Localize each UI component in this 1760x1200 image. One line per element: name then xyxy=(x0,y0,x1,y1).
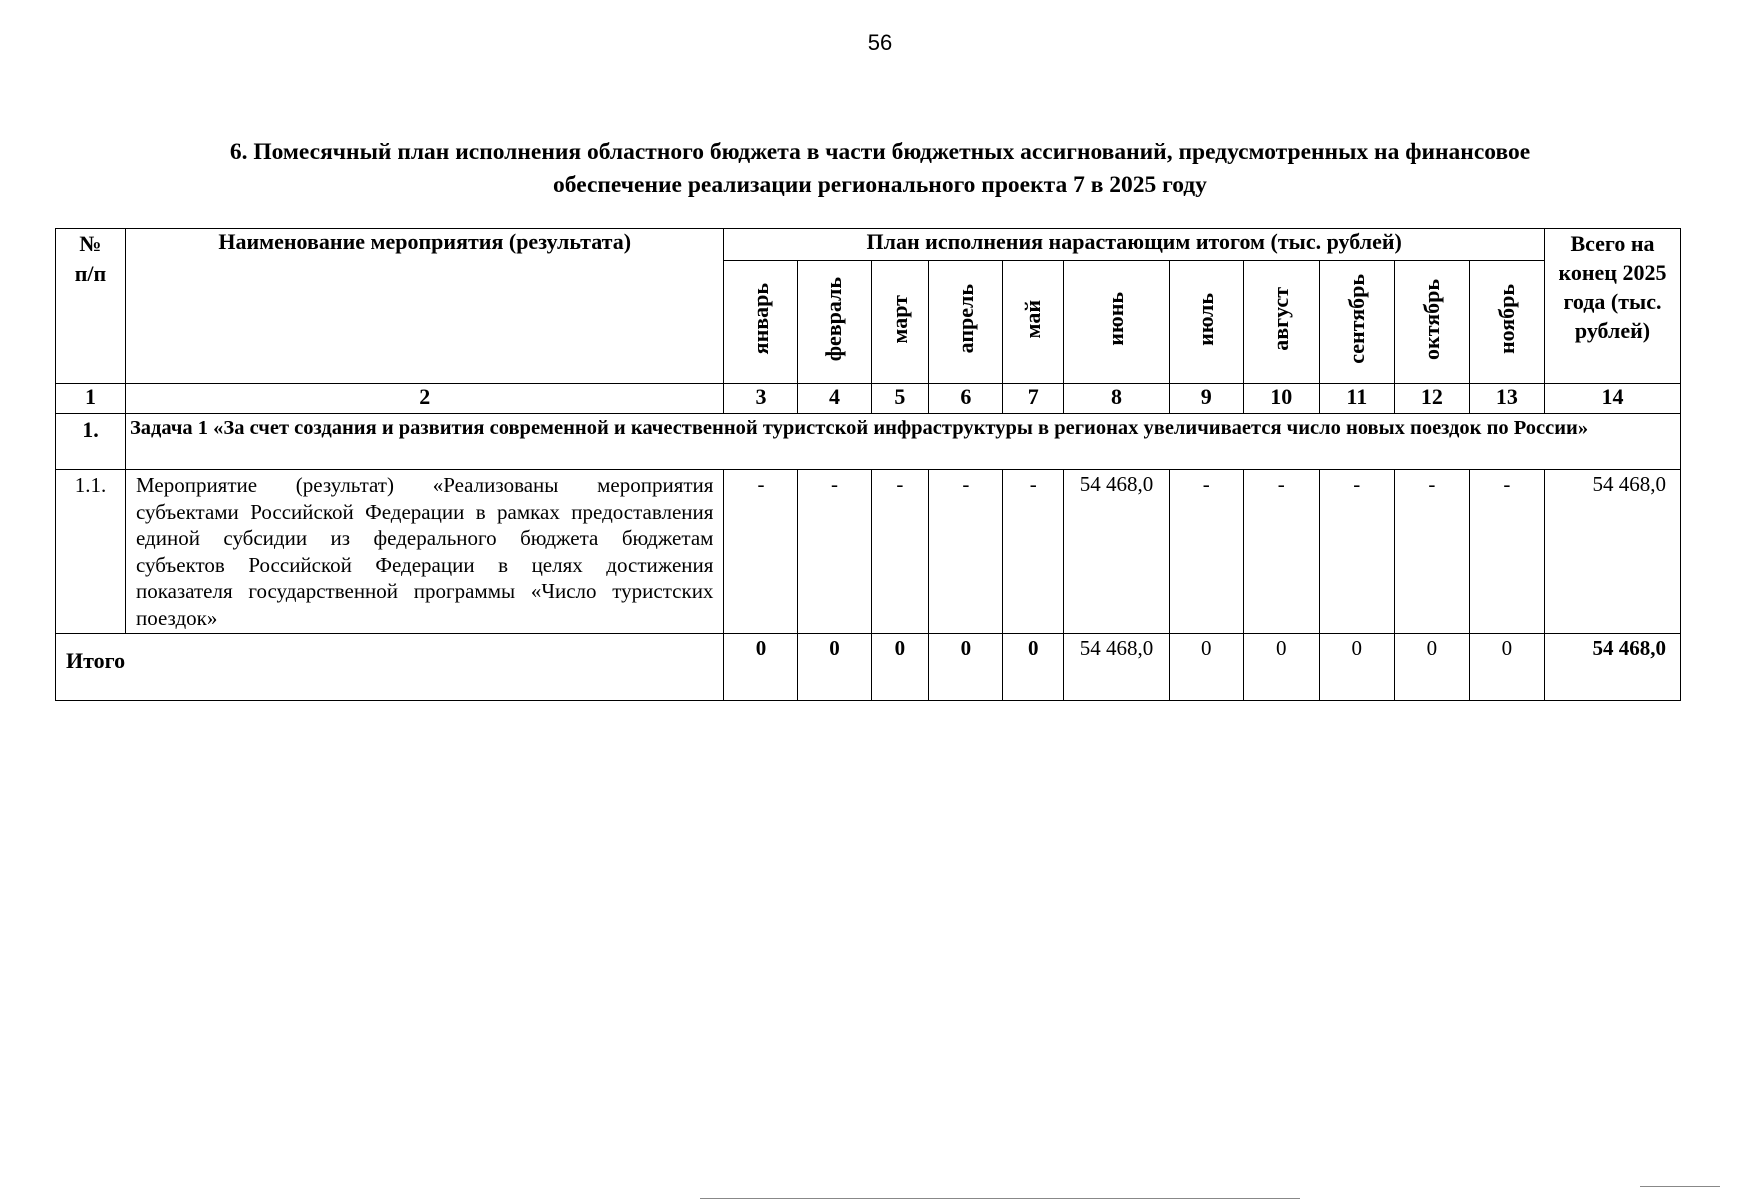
column-number: 5 xyxy=(871,384,929,414)
total-value-jun: 54 468,0 xyxy=(1064,634,1169,701)
header-total: Всего на конец 2025 года (тыс. рублей) xyxy=(1544,229,1680,384)
item-value-apr: - xyxy=(929,470,1003,634)
header-month-jun: июнь xyxy=(1064,261,1169,384)
column-number: 7 xyxy=(1003,384,1064,414)
header-month-apr: апрель xyxy=(929,261,1003,384)
column-number: 9 xyxy=(1169,384,1243,414)
total-row xyxy=(56,634,1681,701)
total-value-mar: 0 xyxy=(871,634,929,701)
header-number: № п/п xyxy=(56,229,126,384)
column-number: 14 xyxy=(1544,384,1680,414)
item-value-feb: - xyxy=(798,470,871,634)
column-number: 11 xyxy=(1319,384,1394,414)
header-month-may: май xyxy=(1003,261,1064,384)
column-number: 13 xyxy=(1469,384,1544,414)
item-value-sep: - xyxy=(1319,470,1394,634)
item-total: 54 468,0 xyxy=(1544,470,1680,634)
total-value-jul: 0 xyxy=(1169,634,1243,701)
column-number: 8 xyxy=(1064,384,1169,414)
column-number: 2 xyxy=(125,384,723,414)
header-row-1 xyxy=(56,229,1681,261)
total-value-aug: 0 xyxy=(1243,634,1319,701)
grand-total: 54 468,0 xyxy=(1544,634,1680,701)
column-number: 1 xyxy=(56,384,126,414)
total-value-feb: 0 xyxy=(798,634,871,701)
header-name: Наименование мероприятия (результата) xyxy=(125,229,723,384)
item-value-nov: - xyxy=(1469,470,1544,634)
column-number: 12 xyxy=(1394,384,1469,414)
budget-plan-table xyxy=(55,228,1681,701)
task-row xyxy=(56,414,1681,470)
header-month-jan: январь xyxy=(724,261,798,384)
column-number-row xyxy=(56,384,1681,414)
scan-artifact-line xyxy=(700,1198,1300,1199)
column-number: 4 xyxy=(798,384,871,414)
column-number: 10 xyxy=(1243,384,1319,414)
column-number: 3 xyxy=(724,384,798,414)
item-value-oct: - xyxy=(1394,470,1469,634)
item-number: 1.1. xyxy=(56,470,126,634)
total-value-sep: 0 xyxy=(1319,634,1394,701)
header-month-jul: июль xyxy=(1169,261,1243,384)
total-value-nov: 0 xyxy=(1469,634,1544,701)
total-value-oct: 0 xyxy=(1394,634,1469,701)
item-value-may: - xyxy=(1003,470,1064,634)
title-line-2: обеспечение реализации регионального проекта 7 в 2025 году xyxy=(553,172,1207,198)
item-value-jul: - xyxy=(1169,470,1243,634)
page-title xyxy=(80,136,1680,202)
item-value-aug: - xyxy=(1243,470,1319,634)
scan-artifact-line xyxy=(1640,1186,1720,1187)
total-label: Итого xyxy=(56,634,724,701)
item-value-jun: 54 468,0 xyxy=(1064,470,1169,634)
item-text: Мероприятие (результат) «Реализованы мероприятия субъектами Российской Федерации в рамках предоставления единой субсидии из федерального бюджета бюджетам субъектов Российской Федерации в целях достижения показателя государственной программы «Число туристских поездок» xyxy=(125,470,723,634)
header-month-aug: август xyxy=(1243,261,1319,384)
header-plan-group: План исполнения нарастающим итогом (тыс. рублей) xyxy=(724,229,1545,261)
page-number: 56 xyxy=(867,30,893,55)
item-row xyxy=(56,470,1681,634)
total-value-jan: 0 xyxy=(724,634,798,701)
task-text: Задача 1 «За счет создания и развития современной и качественной туристской инфраструктуры в регионах увеличивается число новых поездок по России» xyxy=(125,414,1680,470)
column-number: 6 xyxy=(929,384,1003,414)
header-month-sep: сентябрь xyxy=(1319,261,1394,384)
header-month-mar: март xyxy=(871,261,929,384)
title-line-1: 6. Помесячный план исполнения областного бюджета в части бюджетных ассигнований, предусмотренных на финансовое xyxy=(229,139,1531,165)
item-value-mar: - xyxy=(871,470,929,634)
total-value-apr: 0 xyxy=(929,634,1003,701)
header-month-oct: октябрь xyxy=(1394,261,1469,384)
item-value-jan: - xyxy=(724,470,798,634)
header-month-feb: февраль xyxy=(798,261,871,384)
task-number: 1. xyxy=(56,414,126,470)
total-value-may: 0 xyxy=(1003,634,1064,701)
header-month-nov: ноябрь xyxy=(1469,261,1544,384)
